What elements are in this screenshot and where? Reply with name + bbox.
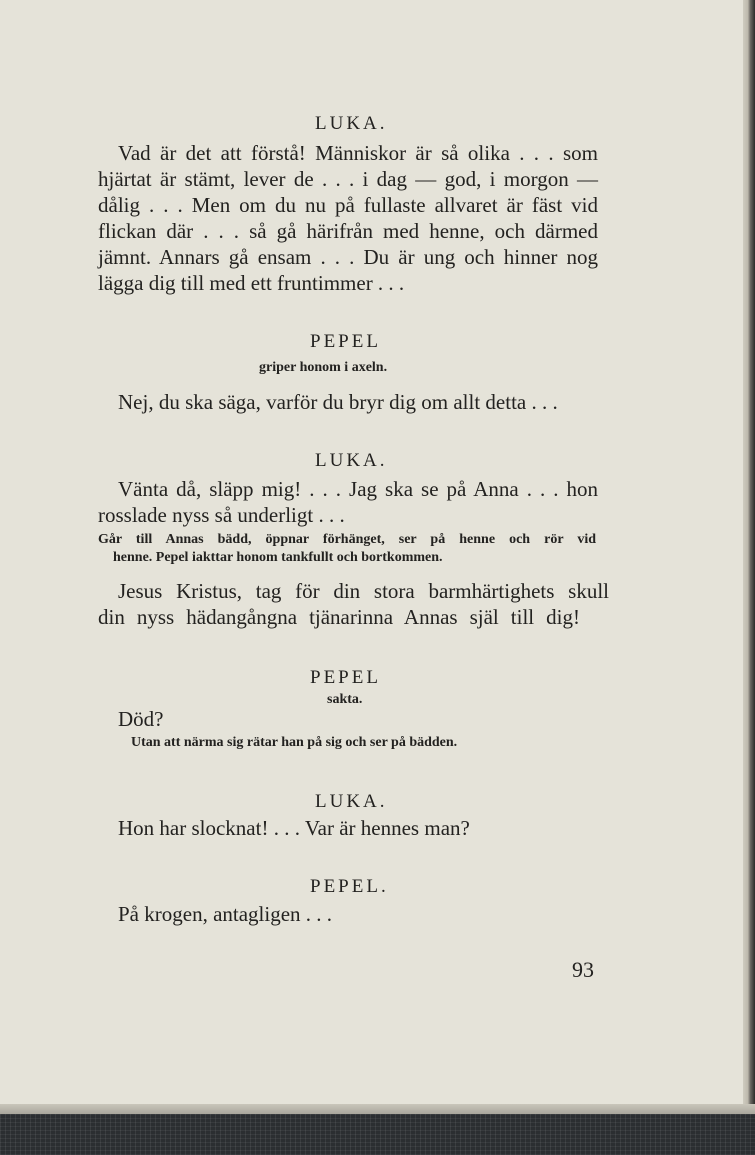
dialogue-line: På krogen, antagligen . . . — [118, 902, 333, 926]
dialogue-line: Vad är det att förstå! Människor är så olika . . . som — [118, 141, 598, 165]
dialogue-line: Jesus Kristus, tag för din stora barmhärtighets skull — [118, 579, 609, 603]
speaker-name: LUKA. — [315, 113, 388, 134]
dialogue-line: flickan där . . . så gå härifrån med henne, och därmed — [98, 219, 598, 243]
stage-direction: Går till Annas bädd, öppnar förhänget, ser på henne och rör vid — [98, 532, 596, 547]
dialogue-line: dålig . . . Men om du nu på fullaste allvaret är fäst vid — [98, 193, 598, 217]
speaker-name: PEPEL. — [310, 876, 389, 897]
dialogue-line: jämnt. Annars gå ensam . . . Du är ung och hinner nog — [98, 245, 598, 269]
page-bottom-edge — [0, 1104, 755, 1114]
speaker-name: PEPEL — [310, 331, 381, 352]
dialogue-line: lägga dig till med ett fruntimmer . . . — [98, 271, 405, 295]
dialogue-line: Död? — [118, 707, 164, 731]
dialogue-line: Hon har slocknat! . . . Var är hennes man? — [118, 816, 470, 840]
dialogue-line: din nyss hädangångna tjänarinna Annas själ till dig! — [98, 605, 580, 629]
dialogue-line: Nej, du ska säga, varför du bryr dig om allt detta . . . — [118, 390, 558, 414]
dialogue-line: Vänta då, släpp mig! . . . Jag ska se på Anna . . . hon — [118, 477, 598, 501]
dialogue-line: rosslade nyss så underligt . . . — [98, 503, 345, 527]
book-cover-cloth — [0, 1114, 755, 1155]
stage-direction: griper honom i axeln. — [259, 360, 388, 375]
dialogue-line: hjärtat är stämt, lever de . . . i dag — god, i morgon — — [98, 167, 598, 191]
speaker-name: PEPEL — [310, 667, 381, 688]
speaker-name: LUKA. — [315, 450, 388, 471]
speaker-name: LUKA. — [315, 791, 388, 812]
page-edge — [743, 0, 755, 1108]
stage-direction: henne. Pepel iakttar honom tankfullt och bortkommen. — [113, 550, 443, 565]
stage-direction: Utan att närma sig rätar han på sig och ser på bädden. — [131, 735, 458, 750]
stage-direction: sakta. — [327, 692, 363, 707]
page-number: 93 — [572, 957, 594, 982]
